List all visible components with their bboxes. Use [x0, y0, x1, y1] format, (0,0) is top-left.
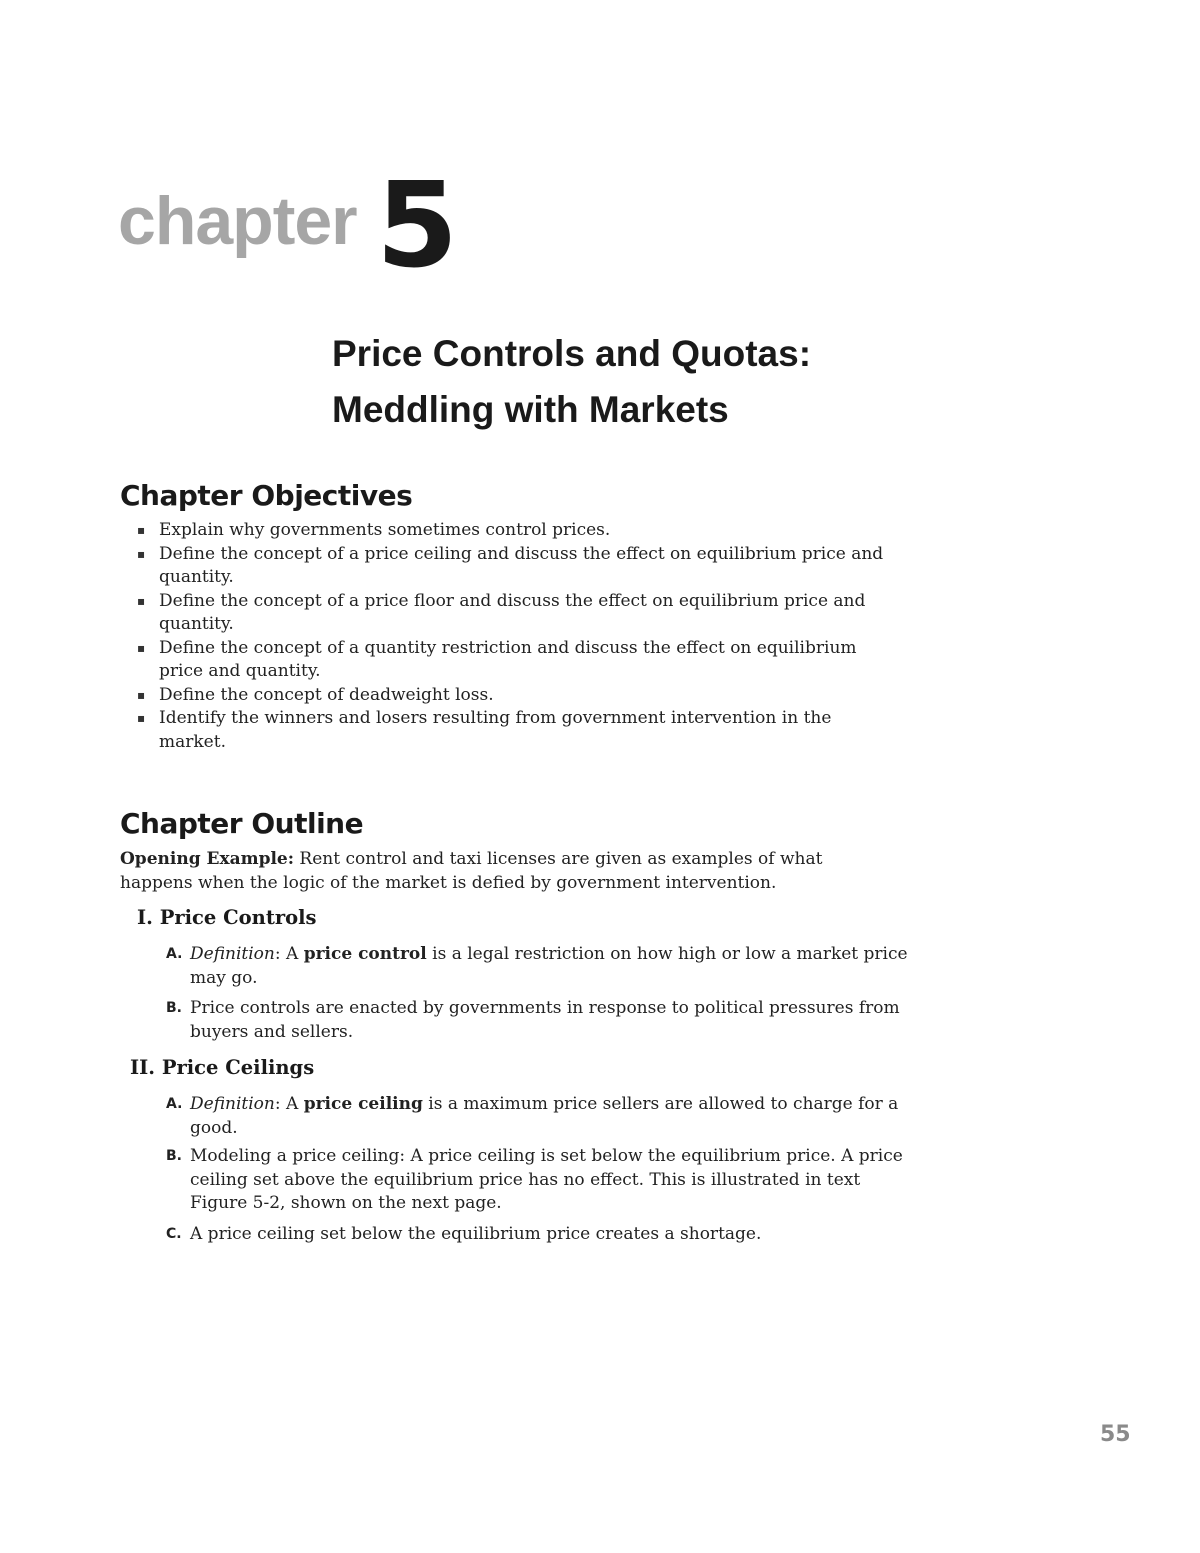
opening-example-label: Opening Example:: [120, 849, 295, 869]
outline-item: [166, 943, 910, 990]
outline-item: [166, 997, 910, 1044]
item-text: : A: [274, 1094, 304, 1114]
item-text: Price controls are enacted by governments in response to political pressures from buyers and sellers.: [190, 998, 900, 1042]
item-label: B.: [166, 1148, 182, 1164]
objective-item: ▪ Explain why governments sometimes control prices.: [137, 519, 897, 543]
chapter-title-line-1: Price Controls and Quotas:: [332, 333, 812, 374]
chapter-title-line-2: Meddling with Markets: [332, 389, 729, 430]
outline-item: [166, 1145, 910, 1216]
chapter-title: [332, 326, 811, 438]
outline-item: [166, 1223, 910, 1247]
key-term: price control: [303, 944, 427, 964]
chapter-label: chapter: [118, 183, 357, 259]
item-label: A.: [166, 946, 183, 962]
objective-item: ▪ Define the concept of a price ceiling and discuss the effect on equilibrium price and quantity.: [137, 543, 897, 590]
objectives-heading: Chapter Objectives: [120, 479, 413, 512]
item-label: C.: [166, 1226, 182, 1242]
definition-word: Definition: [190, 944, 275, 964]
objective-item: ▪ Define the concept of a price floor and discuss the effect on equilibrium price and quantity.: [137, 590, 897, 637]
item-label: B.: [166, 1000, 182, 1016]
page-number: 55: [1100, 1422, 1131, 1447]
objective-item: ▪ Identify the winners and losers resulting from government intervention in the market.: [137, 707, 897, 754]
definition-word: Definition: [190, 1094, 275, 1114]
section-heading-price-ceilings: II. Price Ceilings: [130, 1056, 315, 1079]
section-heading-price-controls: I. Price Controls: [137, 906, 317, 929]
item-label: A.: [166, 1096, 183, 1112]
opening-example: [120, 848, 900, 895]
chapter-number: 5: [376, 156, 455, 294]
item-text: is a legal restriction on how high or low a market price may go.: [190, 944, 908, 988]
item-text: : A: [274, 944, 304, 964]
opening-example-text: Rent control and taxi licenses are given as examples of what happens when the logic of the market is defied by government intervention.: [120, 849, 823, 893]
key-term: price ceiling: [303, 1094, 423, 1114]
objective-item: ▪ Define the concept of a quantity restriction and discuss the effect on equilibrium price and quantity.: [137, 637, 897, 684]
item-text: is a maximum price sellers are allowed to charge for a good.: [190, 1094, 899, 1138]
item-text: Modeling a price ceiling: A price ceiling is set below the equilibrium price. A price ceiling set above the equilibrium price has no effect. This is illustrated in text Figure 5-2, shown on the next page.: [190, 1146, 903, 1213]
objective-item: ▪ Define the concept of deadweight loss.: [137, 684, 897, 708]
item-text: A price ceiling set below the equilibrium price creates a shortage.: [190, 1224, 762, 1244]
objectives-list: [137, 519, 897, 754]
outline-heading: Chapter Outline: [120, 807, 364, 840]
outline-item: [166, 1093, 910, 1140]
